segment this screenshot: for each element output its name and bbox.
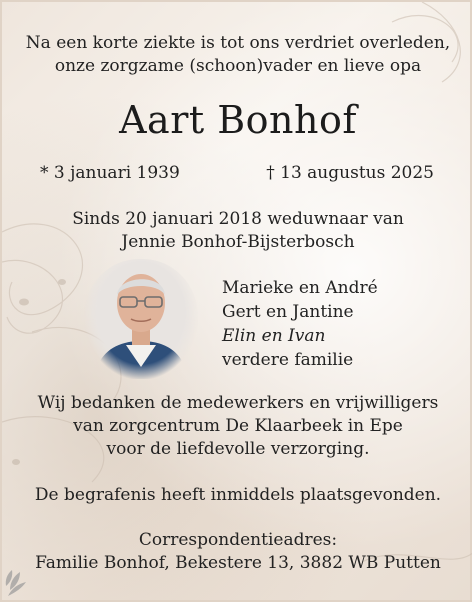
family-member-1: Marieke en André bbox=[222, 278, 378, 298]
widower-line-1: Sinds 20 januari 2018 weduwnaar van bbox=[72, 209, 404, 229]
portrait-photo bbox=[84, 259, 198, 379]
deceased-name: Aart Bonhof bbox=[119, 98, 357, 142]
thanks-line-3: voor de liefdevolle verzorging. bbox=[106, 439, 370, 459]
correspondence-address: Familie Bonhof, Bekestere 13, 3882 WB Putten bbox=[35, 553, 441, 573]
leaf-icon bbox=[4, 568, 32, 598]
thanks-line-2: van zorgcentrum De Klaarbeek in Epe bbox=[73, 416, 403, 436]
portrait-illustration bbox=[84, 259, 198, 379]
family-member-4: verdere familie bbox=[222, 350, 354, 370]
funeral-note: De begrafenis heeft inmiddels plaatsgevonden. bbox=[34, 485, 442, 505]
thanks-line-1: Wij bedanken de medewerkers en vrijwilligers bbox=[37, 393, 439, 413]
correspondence-label: Correspondentieadres: bbox=[138, 530, 338, 550]
intro-line-1: Na een korte ziekte is tot ons verdriet overleden, bbox=[25, 33, 451, 53]
intro-line-2: onze zorgzame (schoon)vader en lieve opa bbox=[54, 56, 422, 76]
death-date: † 13 augustus 2025 bbox=[266, 163, 434, 183]
family-member-2: Gert en Jantine bbox=[222, 302, 354, 322]
family-member-3: Elin en Ivan bbox=[222, 326, 326, 346]
widower-line-2: Jennie Bonhof-Bijsterbosch bbox=[121, 232, 355, 252]
family-list bbox=[222, 276, 378, 372]
birth-date: * 3 januari 1939 bbox=[40, 163, 180, 183]
